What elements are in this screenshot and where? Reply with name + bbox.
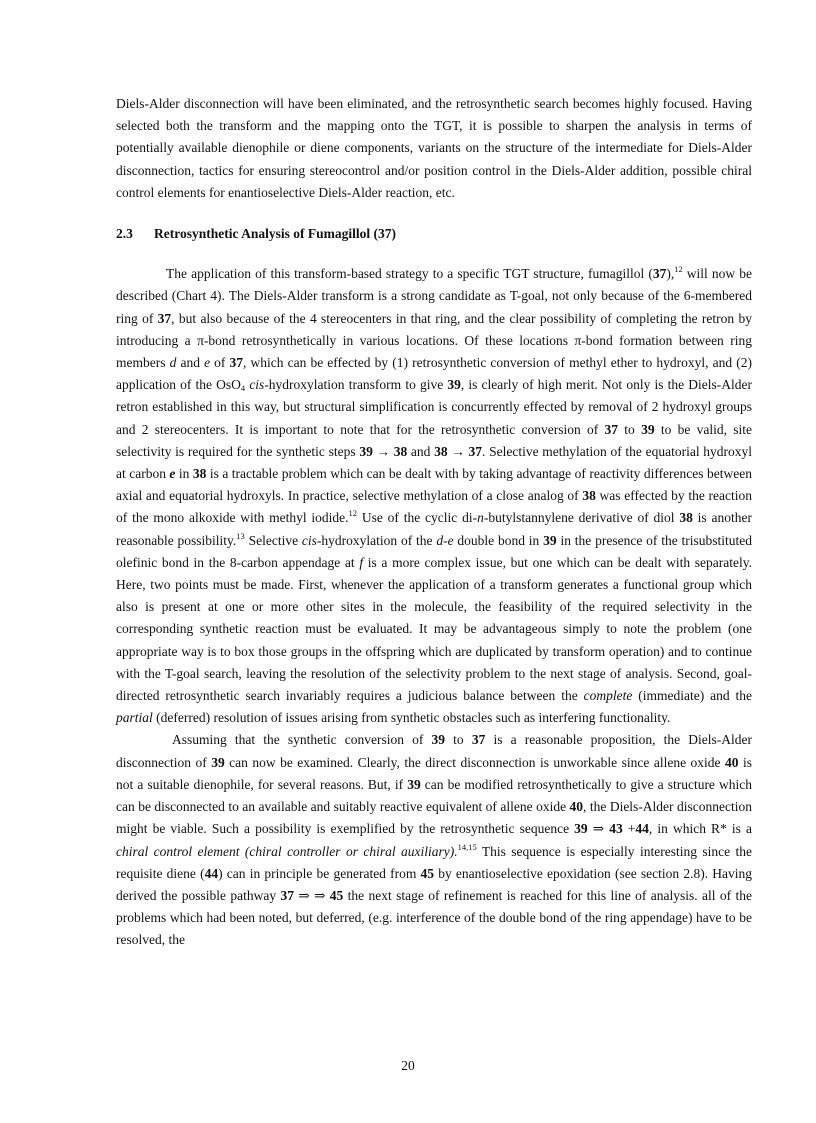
compound-ref: 37 <box>604 421 619 437</box>
compound-ref: 37 <box>471 732 486 748</box>
page-number: 20 <box>401 1058 415 1073</box>
compound-ref: 39 <box>359 443 373 459</box>
compound-ref: 37 <box>229 355 244 371</box>
compound-ref: 39 <box>211 754 225 770</box>
compound-ref: 38 <box>393 443 408 459</box>
section-number: 2.3 <box>116 226 133 242</box>
citation: 14,15 <box>457 841 477 852</box>
compound-ref: 39 <box>574 821 588 837</box>
compound-ref: 44 <box>204 865 219 881</box>
compound-ref: 38 <box>434 443 448 459</box>
intro-paragraph: Diels-Alder disconnection will have been eliminated, and the retrosynthetic search becomes highly focused. Having selected both the transform and the mapping onto the TGT, it is possible to sharpen the analysis in terms of potentially available dienophile or diene components, variants on the structure of the intermediate for Diels-Alder disconnection, tactics for ensuring stereocontrol and/or position control in the Diels-Alder addition, possible chiral control elements for enantioselective Diels-Alder reaction, etc. <box>116 96 752 200</box>
compound-ref: 43 <box>609 821 623 837</box>
compound-ref: 37 <box>652 266 667 282</box>
compound-ref: 39 <box>431 732 446 748</box>
compound-ref: 39 <box>641 421 655 437</box>
compound-ref: 37 <box>157 310 172 326</box>
body-paragraph-1: The application of this transform-based strategy to a specific TGT structure, fumagillol (37),$^{12}$ will now be described (Chart 4). The Diels-Alder transform is a strong candidate as T-goal, not only because of the 6-membered ring of 37, but also because of the 4 stereocenters in that ring, and the clear possibility of completing the retron by introducing a π-bond retrosynthetically in various locations. Of these locations π-bond formation between ring members d and e of 37, which can be effected by (1) retrosynthetic conversion of methyl ether to hydroxyl, and (2) application of the OsO$_4$ cis-hydroxylation transform to give 39, is clearly of high merit. Not only is the Diels-Alder retron established in this way, but structural simplification is concurrently effected by removal of 2 hydroxyl groups and 2 stereocenters. It is important to note that for the retrosynthetic conversion of 37 to 39 to be valid, site selectivity is required for the synthetic steps 39 → 38 and 38 → 37. Selective methylation of the equatorial hydroxyl at carbon e in 38 is a tractable problem which can be dealt with by taking advantage of reactivity differences between axial and equatorial hydroxyls. In practice, selective methylation of a close analog of 38 was effected by the reaction of the mono alkoxide with methyl iodide.$^{12}$ Use of the cyclic di-n-butylstannylene derivative of diol 38 is another reasonable possibility.$^{13}$ Selective cis-hydroxylation of the d-e double bond in 39 in the presence of the trisubstituted olefinic bond in the 8-carbon appendage at f is a more complex issue, but one which can be dealt with separately. Here, two points must be made. First, whenever the application of a transform generates a functional group which also is present at one or more other sites in the molecule, the feasibility of the required selectivity in the corresponding synthetic reaction must be evaluated. It may be advantageous simply to note the problem (one appropriate way is to box those groups in the offspring which are duplicated by transform operation) and to continue with the T-goal search, leaving the resolution of the selectivity problem to the next stage of analysis. Second, goal-directed retrosynthetic search invariably requires a judicious balance between the complete (immediate) and the partial (deferred) resolution of issues arising from synthetic obstacles such as interfering functionality. <box>116 264 753 726</box>
compound-ref: 40 <box>569 799 584 815</box>
body-paragraph-2: Assuming that the synthetic conversion of 39 to 37 is a reasonable proposition, the Diels-Alder disconnection of 39 can now be examined. Clearly, the direct disconnection is unworkable since allene oxide 40 is not a suitable dienophile, for several reasons. But, if 39 can be modified retrosynthetically to give a structure which can be disconnected to an available and suitably reactive equivalent of allene oxide 40, the Diels-Alder disconnection might be viable. Such a possibility is exemplified by the retrosynthetic sequence 39 ⇒ 43 +44, in which R* is a chiral control element (chiral controller or chiral auxiliary).$^{14,15}$ This sequence is especially interesting since the requisite diene (44) can in principle be generated from 45 by enantioselective epoxidation (see section 2.8). Having derived the possible pathway 37 ⇒ ⇒ 45 the next stage of refinement is reached for this line of analysis. all of the problems which had been noted, but deferred, (e.g. interference of the double bond of the ring appendage) have to be resolved, the <box>116 732 753 948</box>
compound-ref: 38 <box>192 466 207 482</box>
compound-ref: 38 <box>679 510 693 526</box>
citation: 13 <box>236 530 245 541</box>
section-heading <box>116 223 752 245</box>
citation: 12 <box>348 508 358 519</box>
compound-ref: 39 <box>447 377 461 393</box>
compound-ref: 45 <box>420 865 435 881</box>
compound-ref: 39 <box>407 776 421 792</box>
compound-ref: 37 <box>468 443 483 459</box>
compound-ref: 45 <box>329 887 344 903</box>
compound-ref: 37 <box>280 887 294 903</box>
compound-ref: 40 <box>725 754 739 770</box>
compound-ref: 44 <box>635 821 649 837</box>
citation: 12 <box>674 264 683 275</box>
compound-ref: 38 <box>582 488 596 504</box>
compound-ref: 39 <box>543 532 557 548</box>
section-title: Retrosynthetic Analysis of Fumagillol (37) <box>154 226 396 242</box>
document-page <box>116 93 752 952</box>
